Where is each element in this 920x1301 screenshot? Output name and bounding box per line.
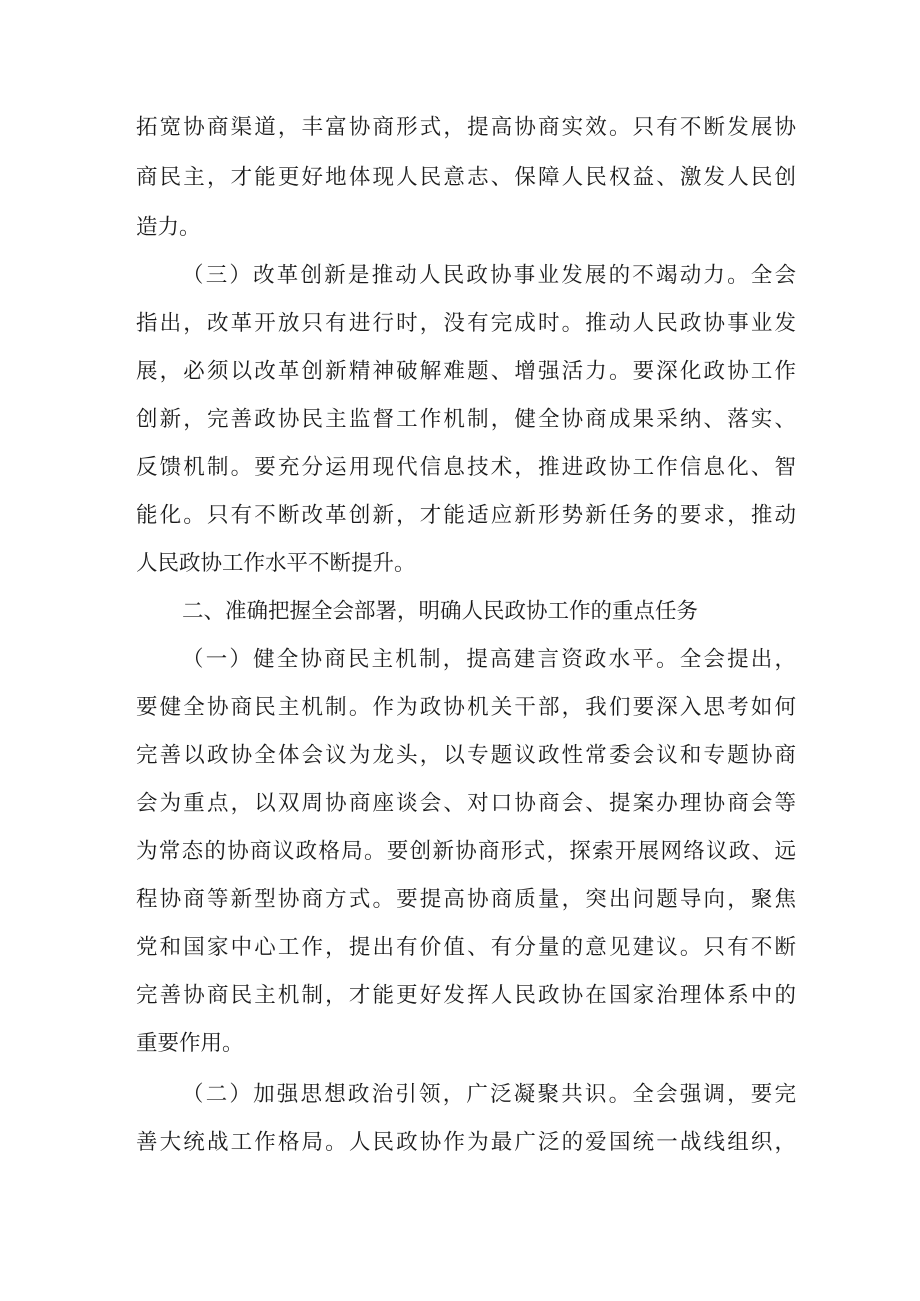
section-heading-line: （三）改革创新是推动人民政协事业发展的不竭动力。全会	[182, 263, 796, 288]
text-line: 程协商等新型协商方式。要提高协商质量，突出问题导向，聚焦	[136, 887, 796, 912]
text-line: 反馈机制。要充分运用现代信息技术，推进政协工作信息化、智	[136, 455, 796, 480]
text-line: 指出，改革开放只有进行时，没有完成时。推动人民政协事业发	[136, 311, 796, 336]
text-line: 要健全协商民主机制。作为政协机关干部，我们要深入思考如何	[136, 695, 796, 720]
text-line: 完善协商民主机制，才能更好发挥人民政协在国家治理体系中的	[136, 983, 796, 1008]
text-line: 商民主，才能更好地体现人民意志、保障人民权益、激发人民创	[136, 165, 796, 190]
text-line: 会为重点，以双周协商座谈会、对口协商会、提案办理协商会等	[136, 791, 796, 816]
text-line: 党和国家中心工作，提出有价值、有分量的意见建议。只有不断	[136, 935, 796, 960]
text-line: 展，必须以改革创新精神破解难题、增强活力。要深化政协工作	[136, 359, 796, 384]
section-heading-line: （二）加强思想政治引领，广泛凝聚共识。全会强调，要完	[182, 1082, 796, 1107]
text-line: 能化。只有不断改革创新，才能适应新形势新任务的要求，推动	[136, 503, 796, 528]
text-line: 拓宽协商渠道，丰富协商形式，提高协商实效。只有不断发展协	[136, 115, 796, 140]
text-line: 完善以政协全体会议为龙头，以专题议政性常委会议和专题协商	[136, 743, 796, 768]
text-line: 为常态的协商议政格局。要创新协商形式，探索开展网络议政、远	[136, 839, 796, 864]
part-heading: 二、准确把握全会部署，明确人民政协工作的重点任务	[182, 599, 699, 624]
text-line: 创新，完善政协民主监督工作机制，健全协商成果采纳、落实、	[136, 407, 796, 432]
text-line: 造力。	[136, 215, 201, 240]
text-line: 重要作用。	[136, 1031, 244, 1056]
text-line: 善大统战工作格局。人民政协作为最广泛的爱国统一战线组织，	[136, 1130, 796, 1155]
section-heading-line: （一）健全协商民主机制，提高建言资政水平。全会提出，	[182, 647, 796, 672]
text-line: 人民政协工作水平不断提升。	[136, 551, 416, 576]
